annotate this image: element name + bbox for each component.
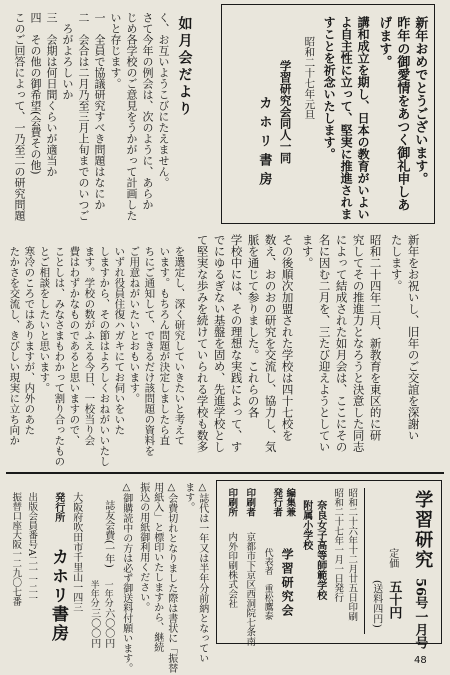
notice-line-10: このご回答によって、一乃至二の研究問題 — [12, 12, 26, 221]
printer-label: 印刷者 — [244, 488, 256, 517]
notice-line-9: 四 その他の御希望(会費その他) — [28, 12, 42, 175]
note-line-6: △御購読中の方は必ず御送料付願います。 — [120, 482, 132, 673]
greeting-line-1: 新年おめでとうございます。 — [412, 16, 428, 185]
letter-line-13: て堅実な歩みを続けていられる学校も数多 — [195, 234, 210, 453]
price-value: 五十円 — [386, 580, 402, 619]
editor-rep: 代表者 重松鷹泰 — [262, 548, 273, 620]
letter-line-6: 名に因む二月を、三たび迎えようとしてい — [317, 234, 332, 453]
printer-label-2: 印刷所 — [226, 488, 238, 517]
postage: (送料四円) — [370, 580, 382, 628]
notice-line-19: ことしは、みなさまもわかって割り合ったもの — [53, 246, 66, 467]
publisher-member: 出版会員番号A二一一二一 — [26, 492, 38, 604]
publisher-transfer: 振替口座大阪一二九〇七番 — [10, 492, 22, 606]
notice-line-12: います。もちろん問題が決定しましたら直 — [158, 246, 171, 446]
notice-line-4: いと存じます。 — [108, 12, 122, 89]
letter-line-8: その後順次加盟された学校は四十七校を — [280, 234, 295, 441]
editor-name: 学習研究会 — [280, 548, 295, 618]
notice-line-17: ます。学校の数がふえる今日、一校当り会 — [83, 246, 96, 446]
notice-line-3: じめ各学校のご意見をうかがって計画した — [124, 12, 138, 221]
fee-half-label: 半年分 — [88, 580, 99, 607]
notice-line-22: たかさを交流し、きびしい現実に立ち向か — [8, 246, 21, 446]
note-line-1: △誌代は一年又は半年分前納となってい — [196, 482, 208, 663]
notice-line-18: 費はわずかなものであると思いますので、 — [68, 246, 81, 446]
issue-number: 56号 — [412, 578, 428, 610]
letter-line-2: たします。 — [389, 234, 404, 292]
section-divider — [6, 472, 444, 474]
letter-line-1: 新年をお祝いし、旧年のご交誼を深謝い — [406, 234, 421, 441]
price-label: 定価 — [386, 548, 398, 568]
greeting-date: 昭和二十七年元旦 — [303, 36, 316, 120]
letter-line-3: 昭和二十四年二月、新教育を東区的に研 — [368, 234, 383, 441]
colophon-rule — [364, 488, 365, 634]
fee-half: 三〇〇円 — [88, 608, 100, 648]
notice-line-14: ご用意ねがいたいとおもいます。 — [128, 246, 141, 404]
letter-line-7: ます。 — [300, 234, 315, 269]
greeting-line-4: 講和成立を期し、日本の教育がいよい — [356, 16, 371, 220]
issue-month: 一月号 — [412, 610, 428, 649]
note-line-5: 振込の用紙御利用ください。 — [137, 482, 149, 612]
greeting-society: 学習研究会同人一同 — [278, 60, 293, 164]
greeting-publisher: カホリ書房 — [256, 96, 272, 191]
letter-line-11: 学校中には、その理想な実践によって、す — [229, 234, 244, 453]
letter-line-12: でにゆるぎない基盤を固め、先進学校とし — [212, 234, 227, 453]
notice-line-15: いずれ役員住復ハガキにてお伺いをいた — [113, 246, 126, 435]
greeting-line-5: よ自主性に立って、堅実に推進されま — [339, 16, 354, 220]
greeting-line-3: げます。 — [376, 16, 392, 68]
notice-line-7: ろがよろしいか — [60, 12, 74, 100]
letter-title: 如月会だより — [176, 16, 193, 118]
editor-label: 編集兼 — [284, 488, 296, 517]
editor-label-2: 発行者 — [271, 488, 283, 517]
publisher-address: 大阪府吹田市千里山一四三 — [70, 492, 82, 612]
greeting-line-6: すことを祈念いたします。 — [322, 16, 337, 160]
notice-line-5: 一 全員で協議研究すべき問題はなにか — [92, 12, 106, 210]
school-name: 奈良女子高等師範学校 — [314, 500, 326, 600]
printed-date: 昭和二十六年十二月廿五日印刷 — [346, 488, 358, 621]
fees-title: 誌友会費(一年) — [102, 500, 114, 568]
letter-line-4: 究してその推進力となろうと決意した同志 — [351, 234, 366, 453]
notice-line-1: く、お互いようこびにたえません。 — [156, 12, 170, 188]
letter-line-10: 脈を通じて参りました。これらの各 — [246, 234, 261, 418]
publisher-name: カホリ書房 — [48, 548, 69, 643]
note-line-3: △会費切れとなりました際は書状に「振替 — [165, 482, 177, 673]
notice-line-2: さて今年の例会は、次のように、あらか — [140, 12, 154, 210]
notice-line-20: とご相談をしたいと思います。 — [38, 246, 51, 393]
magazine-title: 学習研究 — [412, 490, 434, 570]
notice-line-16: しますから、その節はよろしくおねがいいたし — [98, 246, 111, 467]
page-number: 48 — [414, 655, 427, 666]
letter-line-9: 数え、おのおの研究を交流し、協力し、気 — [263, 234, 278, 453]
printer-name: 内外印刷株式会社 — [226, 532, 238, 608]
notice-line-8: 三 会期は何日間くらいが適当か — [44, 12, 58, 177]
notice-line-13: ちにご通知して、できるだけ該問題の資料を — [143, 246, 156, 456]
fee-year: 六〇〇円 — [102, 608, 114, 648]
notice-line-21: 寒冷のころではありますが、内外のあた — [23, 246, 36, 435]
issuer-label: 発行所 — [52, 492, 64, 522]
printer-address: 京都市下京区西洞院七条南 — [244, 532, 256, 646]
notice-line-11: を選定し、深く研究していきたいと考えて — [173, 246, 186, 446]
notice-line-6: 二 会合は二月乃至三月上旬までのいつご — [76, 12, 90, 221]
letter-line-5: によって結成された如月会は、ここにその — [334, 234, 349, 453]
school-sub: 附属小学校 — [300, 500, 312, 550]
note-line-4: 用紙入」と標印いたしますから、継続 — [151, 482, 163, 652]
fee-year-label: 一年分 — [102, 580, 113, 607]
greeting-line-2: 昨年の御愛情をあつく御礼申しあ — [394, 16, 410, 211]
published-date: 昭和二十七年一月一日発行 — [332, 488, 344, 602]
note-line-2: ます。 — [182, 482, 194, 512]
